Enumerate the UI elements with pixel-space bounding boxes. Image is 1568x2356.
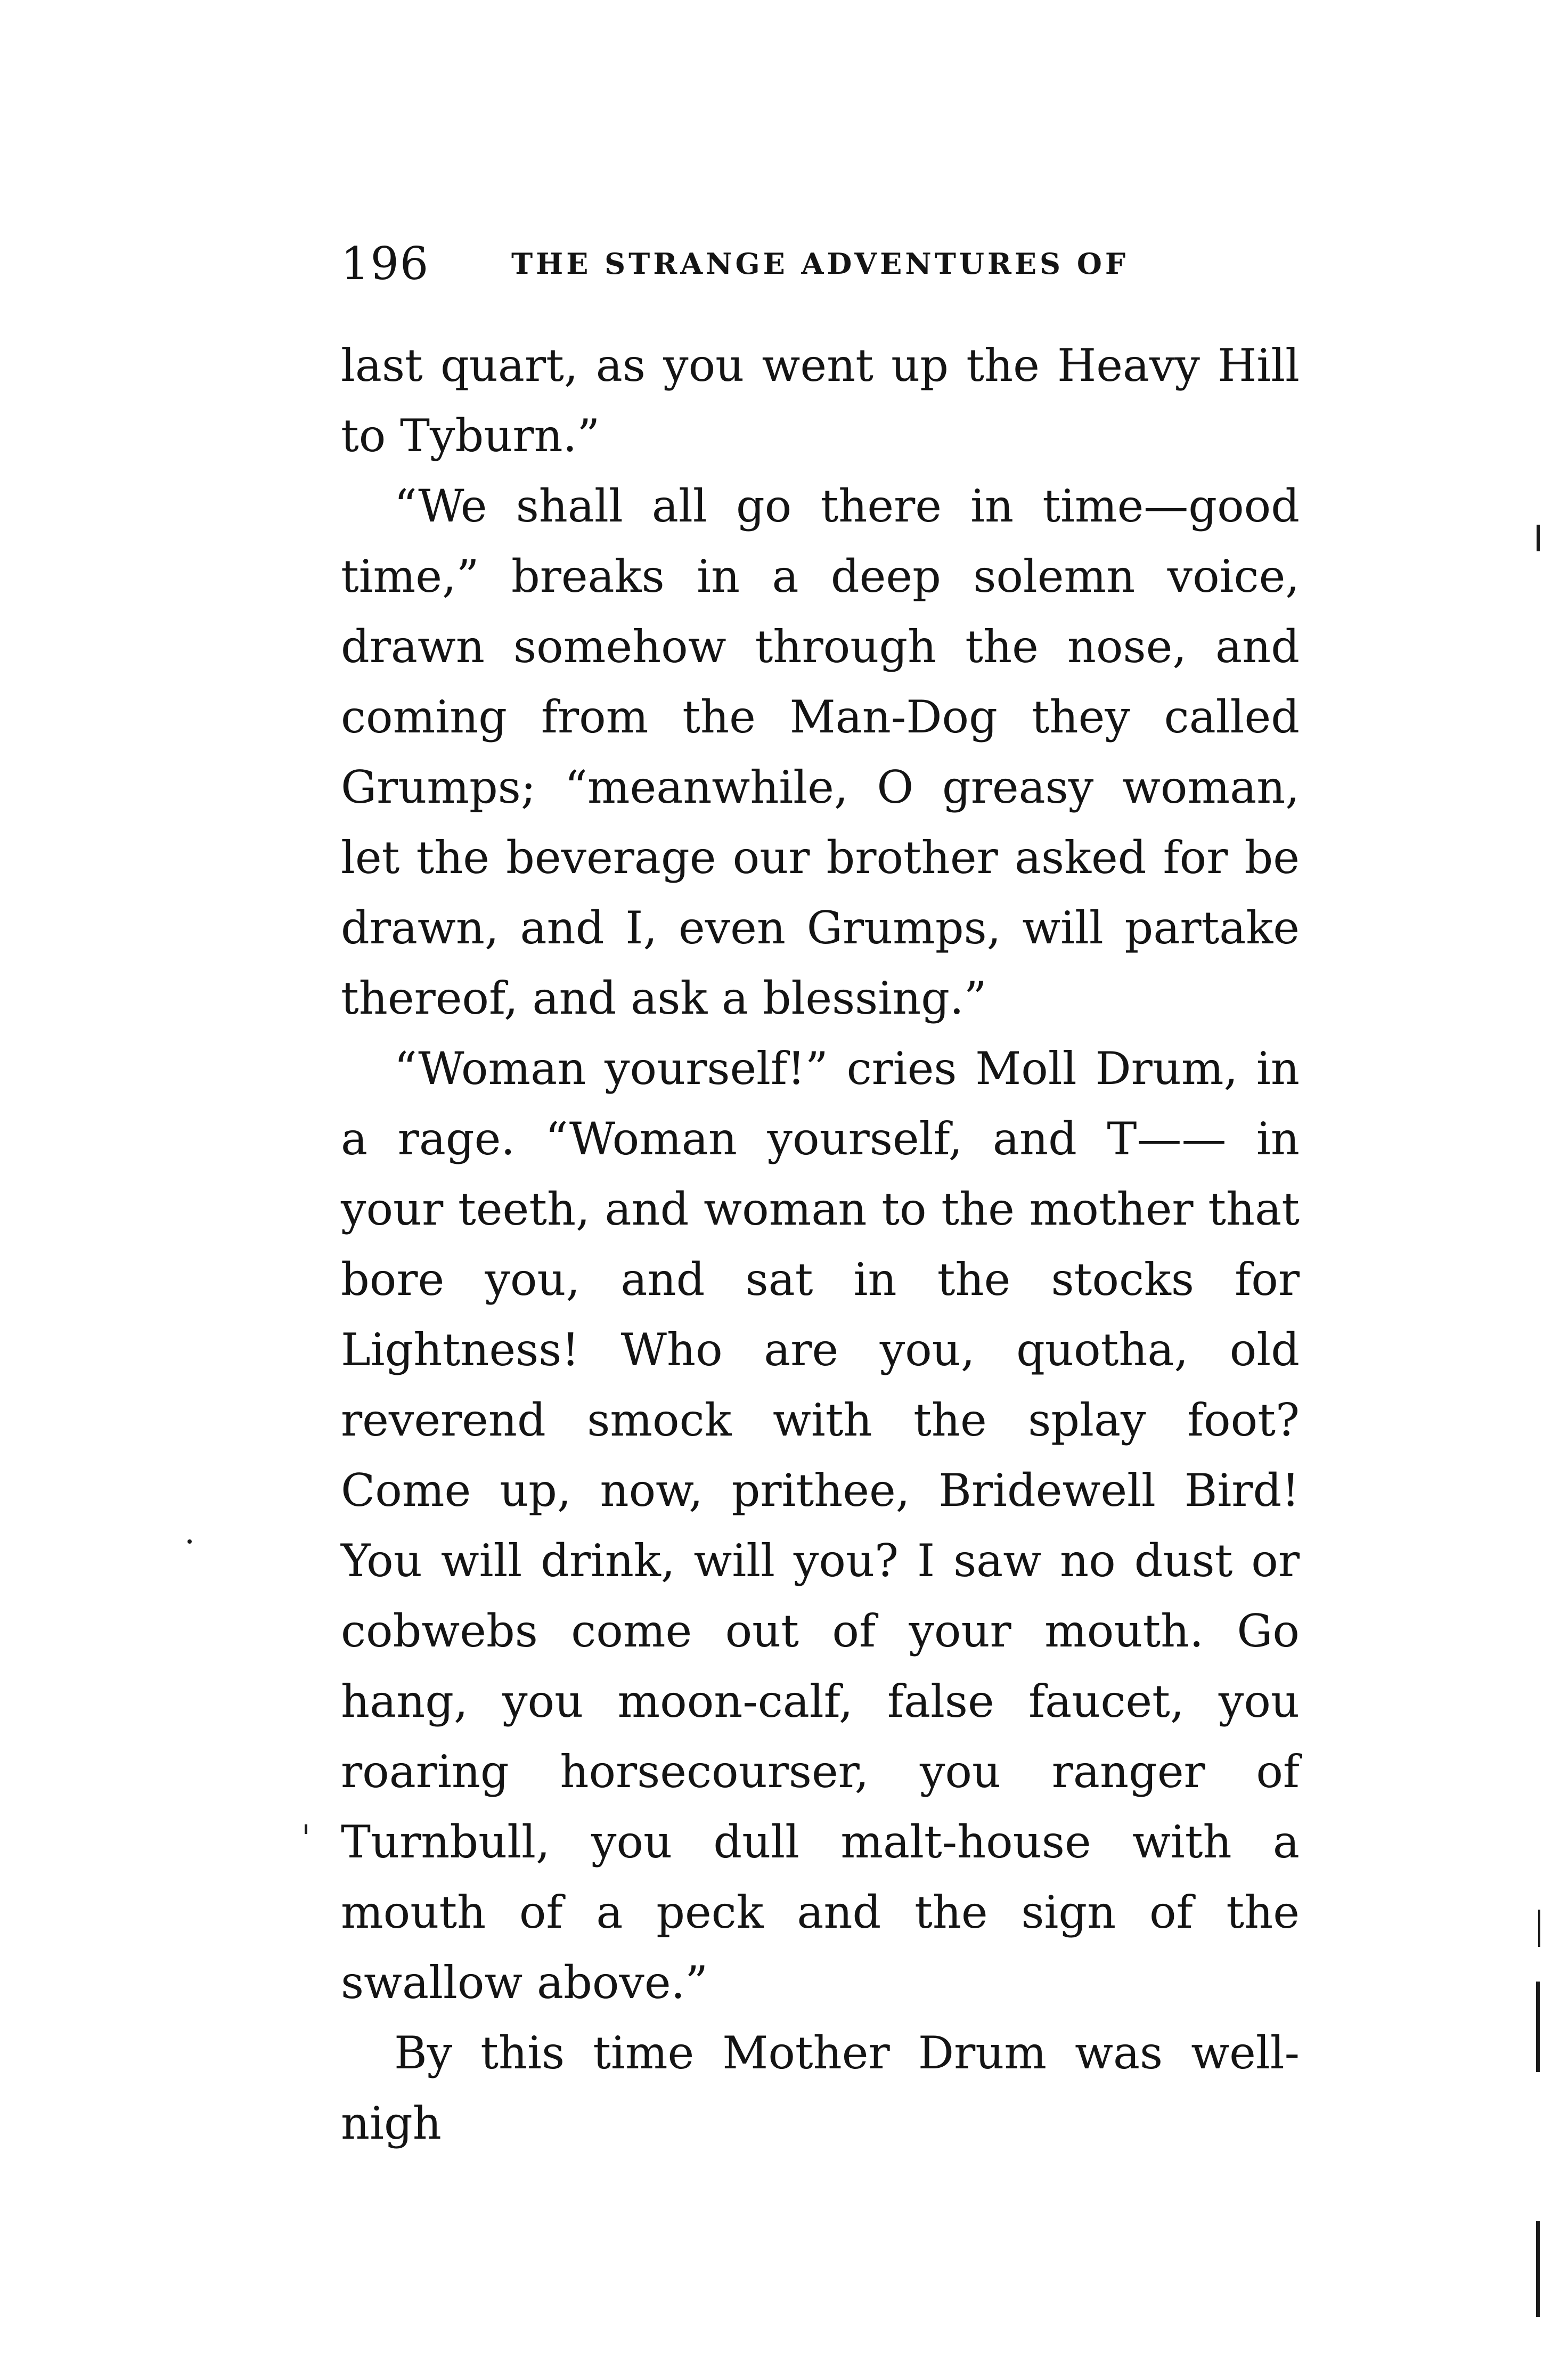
scan-mark-right-3 [1536, 1982, 1540, 2072]
scan-mark-right-1 [1537, 525, 1540, 551]
body-text [341, 330, 1300, 2158]
paragraph-3: “Woman yourself!” cries Moll Drum, in a rage. “Woman yourself, and T—— in your teeth, and woman to the mother that bore you, and sat in the stocks for Lightness! Who are you, quotha, old reverend smock with the splay foot? Come up, now, prithee, Bridewell Bird! You will drink, will you? I saw no dust or cobwebs come out of your mouth. Go hang, you moon-calf, false faucet, you roaring horsecourser, you ranger of Turnbull, you dull malt-house with a mouth of a peck and the sign of the swallow above.” [341, 1042, 1300, 2009]
running-title: THE STRANGE ADVENTURES OF [511, 247, 1129, 281]
scan-mark-left-tick [305, 1824, 307, 1834]
paragraph-4: By this time Mother Drum was well-nigh [341, 2027, 1300, 2149]
scan-mark-right-4 [1536, 2221, 1540, 2317]
page-number: 196 [341, 238, 430, 290]
paragraph-1: last quart, as you went up the Heavy Hill to Tyburn.” [341, 339, 1300, 462]
paragraph-2: “We shall all go there in time—good time,” breaks in a deep solemn voice, drawn somehow through the nose, and coming from the Man-Dog they called Grumps; “meanwhile, O greasy woman, let the beverage our brother asked for be drawn, and I, even Grumps, will partake thereof, and ask a blessing.” [341, 480, 1300, 1024]
scan-mark-right-2 [1538, 1910, 1540, 1947]
scan-mark-left-dot [187, 1539, 192, 1544]
page-header [341, 229, 1300, 298]
